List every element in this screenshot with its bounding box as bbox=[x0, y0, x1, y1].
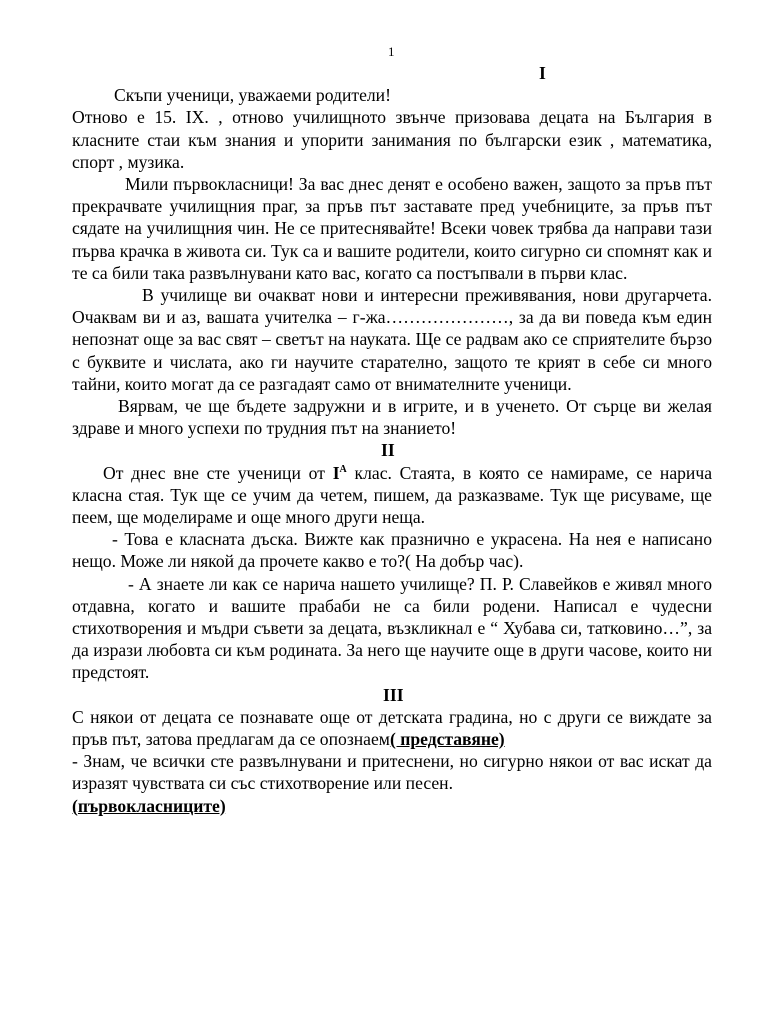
paragraph: Отново е 15. ІХ. , отново училищното звънче призовава децата на България в класните стаи към знания и упорити занимания по български език , математика, спорт , музика. bbox=[72, 107, 712, 172]
class-letter: А bbox=[339, 463, 347, 475]
paragraph-text: От днес вне сте ученици от bbox=[103, 462, 333, 483]
document-body bbox=[72, 62, 712, 817]
paragraph: Мили първокласници! За вас днес денят е особено важен, защото за пръв път прекрачвате училищния праг, за пръв път заставате пред учебниците, за пръв път сядате на училищния чин. Не се притеснявайте! Всеки човек трябва да направи тази първа крачка в живота си. Тук са и вашите родители, които сигурно си спомнят как и те са били така развълнувани като вас, когато са постъпвали в първи клас. bbox=[72, 174, 712, 283]
emphasis-note: ( представяне) bbox=[389, 729, 505, 750]
paragraph bbox=[72, 462, 712, 529]
paragraph bbox=[72, 706, 712, 750]
section-heading-2: II bbox=[381, 440, 395, 461]
section-heading-1: I bbox=[539, 63, 546, 83]
paragraph: Вярвам, че ще бъдете задружни и в игрите, и в ученето. От сърце ви желая здраве и много успехи по трудния път на знанието! bbox=[72, 396, 712, 439]
page-number: 1 bbox=[388, 44, 395, 59]
paragraph: В училище ви очакват нови и интересни преживявания, нови другарчета. Очаквам ви и аз, вашата учителка – г-жа…………………, за да ви поведа към един непознат още за вас свят – светът на науката. Ще се радвам ако се сприятелите бързо с буквите и числата, ако ги научите старателно, защото те крият в себе си много тайни, които могат да се разгадаят само от внимателните ученици. bbox=[72, 285, 712, 394]
paragraph: - Знам, че всички сте развълнувани и притеснени, но сигурно някои от вас искат да изразят чувствата си със стихотворение или песен. bbox=[72, 751, 712, 794]
emphasis-note: (първокласниците) bbox=[72, 795, 226, 816]
class-number: І bbox=[332, 462, 340, 483]
greeting: Скъпи ученици, уважаеми родители! bbox=[114, 85, 391, 106]
paragraph: - А знаете ли как се нарича нашето училище? П. Р. Славейков е живял много отдавна, когато и вашите прабаби не са били родени. Написал е чудесни стихотворения и мъдри съвети за децата, възкликнал е “ Хубава си, татковино…”, за да изрази любовта си към родината. За него ще научите още в други часове, които ни предстоят. bbox=[72, 573, 712, 683]
paragraph-text: С някои от децата се познавате още от детската градина, но с други се виждате за пръв път, затова предлагам да се опознаем bbox=[72, 706, 712, 750]
paragraph bbox=[72, 795, 712, 817]
section-heading-3: III bbox=[383, 684, 404, 705]
paragraph-text: клас. Стаята, в която се намираме, се нарича класна стая. Тук ще се учим да четем, пишем, да разказваме. Тук ще рисуваме, ще пеем, ще моделираме и още много други неща. bbox=[72, 462, 712, 528]
paragraph: - Това е класната дъска. Вижте как празнично е украсена. На нея е написано нещо. Може ли някой да прочете какво е то?( На добър час). bbox=[72, 529, 712, 572]
